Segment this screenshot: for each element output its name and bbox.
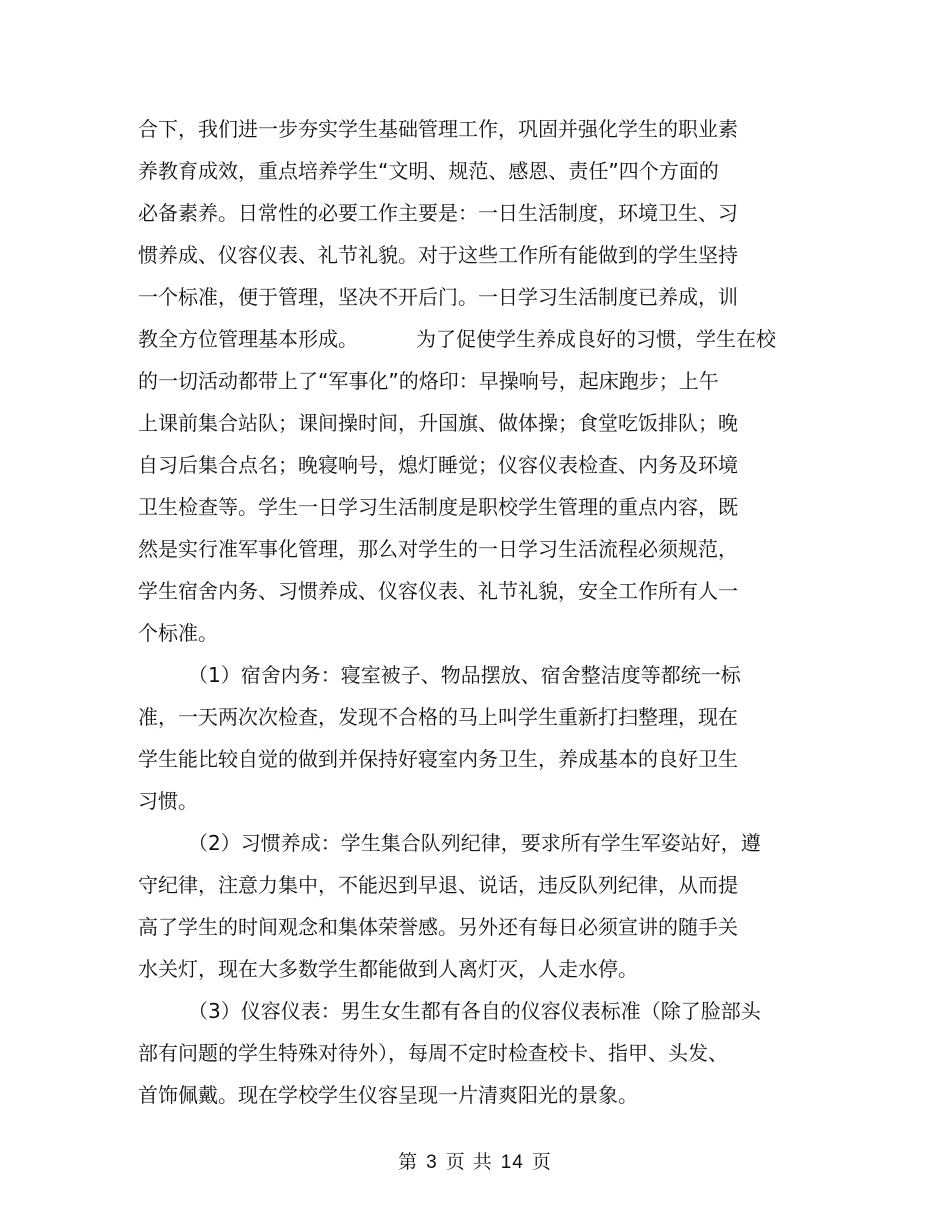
total-pages-number: 14 [500, 1152, 524, 1173]
text-line: 学生宿舍内务、习惯养成、仪容仪表、礼节礼貌，安全工作所有人一 [138, 579, 738, 603]
paragraph-appearance-line: 部有问题的学生特殊对待外），每周不定时检查校卡、指甲、头发、 [138, 1041, 728, 1065]
paragraph-dormitory-line: 习惯。 [138, 789, 198, 813]
text-line: 然是实行准军事化管理，那么对学生的一日学习生活流程必须规范， [138, 537, 738, 561]
paragraph-appearance-line: 首饰佩戴。现在学校学生仪容呈现一片清爽阳光的景象。 [138, 1083, 638, 1107]
text-line: 养教育成效，重点培养学生“文明、规范、感恩、责任”四个方面的 [138, 159, 719, 183]
text-line: 惯养成、仪容仪表、礼节礼貌。对于这些工作所有能做到的学生坚持 [138, 243, 738, 267]
text-line: 个标准。 [138, 621, 218, 645]
paragraph-dormitory-line: 准，一天两次次检查，发现不合格的马上叫学生重新打扫整理，现在 [138, 705, 738, 729]
paragraph-habits-line: 水关灯，现在大多数学生都能做到人离灯灭，人走水停。 [138, 957, 638, 981]
text-line: 一个标准，便于管理，坚决不开后门。一日学习生活制度已养成，训 [138, 285, 738, 309]
text-line: 自习后集合点名；晚寝响号，熄灯睡觉；仪容仪表检查、内务及环境 [138, 453, 738, 477]
paragraph-dormitory-line: 学生能比较自觉的做到并保持好寝室内务卫生，养成基本的良好卫生 [138, 747, 738, 771]
text-line: 上课前集合站队；课间操时间，升国旗、做体操；食堂吃饭排队；晚 [138, 411, 738, 435]
paragraph-appearance-line: （3）仪容仪表：男生女生都有各自的仪容仪表标准（除了脸部头 [188, 999, 761, 1023]
paragraph-habits-line: （2）习惯养成：学生集合队列纪律，要求所有学生军姿站好，遵 [188, 831, 761, 855]
text-line-split [138, 318, 778, 360]
text-line: 的一切活动都带上了“军事化”的烙印：早操响号，起床跑步；上午 [138, 369, 719, 393]
text-fragment: 教全方位管理基本形成。 [138, 327, 358, 351]
current-page-number: 3 [426, 1152, 438, 1173]
footer-prefix: 第 [398, 1151, 419, 1173]
paragraph-habits-line: 守纪律，注意力集中，不能迟到早退、说话，违反队列纪律，从而提 [138, 873, 738, 897]
footer-suffix: 页 [531, 1151, 552, 1173]
body-text [138, 108, 778, 1116]
paragraph-dormitory-line: （1）宿舍内务：寝室被子、物品摆放、宿舍整洁度等都统一标 [188, 663, 741, 687]
footer-middle: 页 共 [445, 1151, 493, 1173]
page-footer [0, 1147, 950, 1174]
text-line: 合下，我们进一步夯实学生基础管理工作，巩固并强化学生的职业素 [138, 117, 738, 141]
paragraph-habits-line: 高了学生的时间观念和集体荣誉感。另外还有每日必须宣讲的随手关 [138, 915, 738, 939]
text-line: 卫生检查等。学生一日学习生活制度是职校学生管理的重点内容，既 [138, 495, 738, 519]
text-fragment: 为了促使学生养成良好的习惯，学生在校 [416, 327, 776, 351]
text-line: 必备素养。日常性的必要工作主要是：一日生活制度，环境卫生、习 [138, 201, 738, 225]
